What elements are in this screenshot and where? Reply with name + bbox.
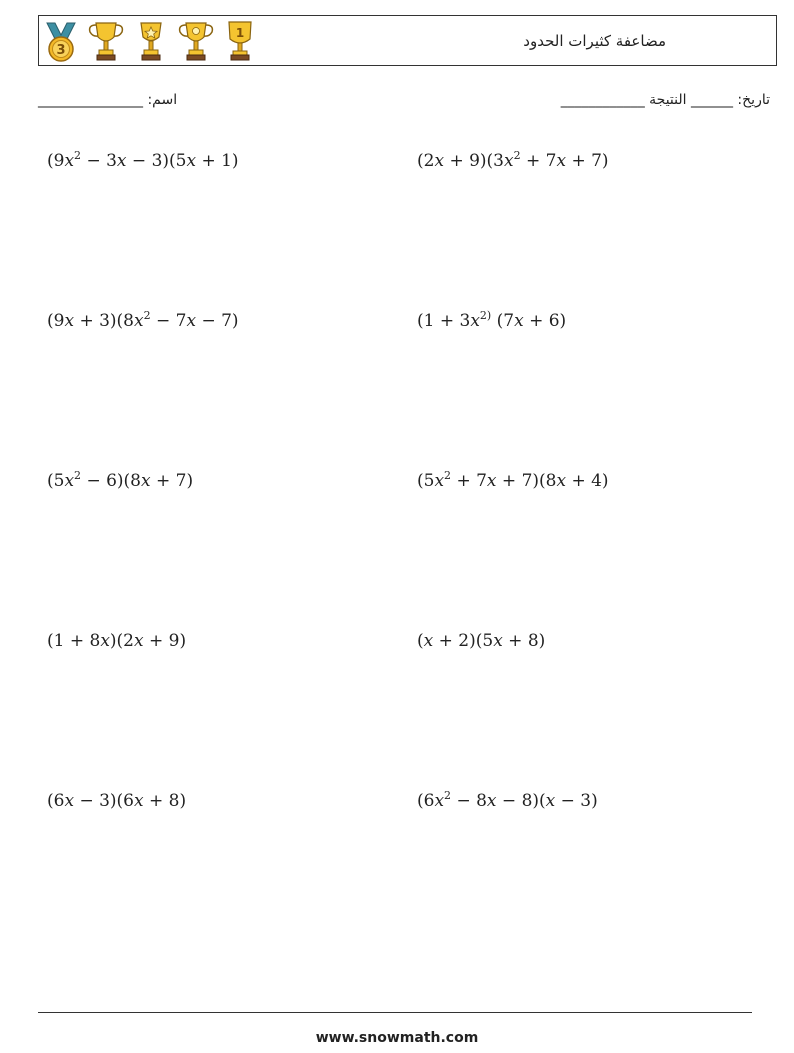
problem-6: $(5x^2 + 7x + 7)(8x + 4)$	[417, 469, 609, 491]
problem-1: $(9x^2 - 3x - 3)(5x + 1)$	[47, 149, 239, 171]
medal-3-icon	[43, 21, 79, 63]
problem-3: $(9x + 3)(8x^2 - 7x - 7)$	[47, 309, 239, 331]
problem-10: $(6x^2 - 8x - 8)(x - 3)$	[417, 789, 598, 811]
footer-divider	[38, 1012, 752, 1013]
problem-2: $(2x + 9)(3x^2 + 7x + 7)$	[417, 149, 609, 171]
problem-7: (1 + 8x)(2x + 9)	[47, 631, 187, 651]
svg-text:3: 3	[56, 43, 66, 58]
worksheet-header	[38, 15, 777, 66]
trophy-icon	[176, 19, 216, 63]
date-score-field: تاريخ: ______ النتيجة ____________	[560, 92, 770, 108]
name-field: اسم: _______________	[38, 92, 178, 108]
trophy-icon	[86, 19, 126, 63]
worksheet-title: مضاعفة كثيرات الحدود	[523, 32, 666, 50]
trophy-1-icon	[223, 19, 257, 63]
svg-text:1: 1	[235, 26, 245, 40]
problem-4: ($1 + 3x^{2)}$ (7x + 6)	[417, 309, 567, 331]
footer-url: www.snowmath.com	[315, 1030, 479, 1046]
problem-5: $(5x^2 - 6)(8x + 7)$	[47, 469, 194, 491]
problem-9: (6x − 3)(6x + 8)	[47, 791, 187, 811]
star-trophy-icon	[133, 19, 169, 63]
trophy-icons	[43, 19, 257, 63]
problem-8: (x + 2)(5x + 8)	[417, 631, 546, 651]
